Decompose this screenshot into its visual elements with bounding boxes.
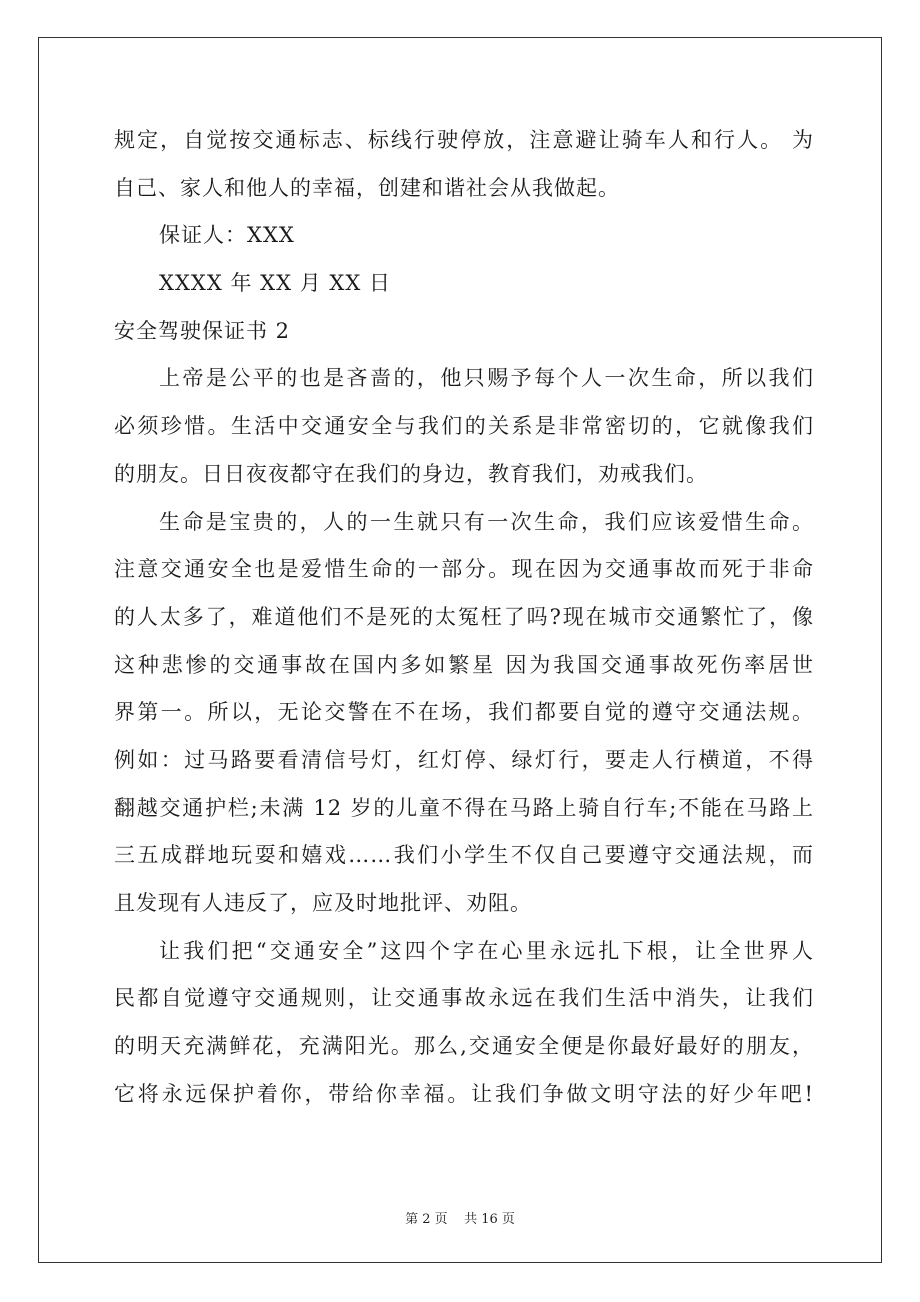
date-line: XXXX 年 XX 月 XX 日 — [159, 271, 391, 296]
text-line: 生命是宝贵的，人的一生就只有一次生命，我们应该爱惜生命。 — [159, 509, 814, 534]
text-line: 让我们把“交通安全”这四个字在心里永远扎下根，让全世界人 — [159, 938, 814, 963]
text-line: 的明天充满鲜花，充满阳光。那么,交通安全便是你最好最好的朋友， — [114, 1034, 814, 1059]
text-line: 自己、家人和他人的幸福，创建和谐社会从我做起。 — [114, 175, 620, 200]
text-line: 例如：过马路要看清信号灯，红灯停、绿灯行，要走人行横道，不得 — [114, 747, 814, 772]
text-line: 的朋友。日日夜夜都守在我们的身边，教育我们，劝戒我们。 — [114, 461, 708, 486]
text-line: 注意交通安全也是爱惜生命的一部分。现在因为交通事故而死于非命 — [114, 557, 814, 582]
page-number: 第 2 页 共 16 页 — [405, 1212, 515, 1227]
text-line: 它将永远保护着你，带给你幸福。让我们争做文明守法的好少年吧! — [114, 1081, 814, 1106]
text-line: 规定，自觉按交通标志、标线行驶停放，注意避让骑车人和行人。 为 — [114, 128, 814, 152]
text-line: 的人太多了，难道他们不是死的太冤枉了吗?现在城市交通繁忙了，像 — [114, 604, 814, 629]
text-line: 且发现有人违反了，应及时地批评、劝阻。 — [114, 891, 532, 915]
text-line: 界第一。所以，无论交警在不在场，我们都要自觉的遵守交通法规。 — [114, 700, 814, 725]
text-line: 民都自觉遵守交通规则，让交通事故永远在我们生活中消失，让我们 — [114, 986, 814, 1011]
section-title: 安全驾驶保证书 2 — [114, 318, 291, 343]
text-line: 必须珍惜。生活中交通安全与我们的关系是非常密切的，它就像我们 — [114, 414, 814, 439]
text-line: 三五成群地玩耍和嬉戏……我们小学生不仅自己要遵守交通法规，而 — [114, 843, 814, 868]
text-line: 翻越交通护栏;未满 12 岁的儿童不得在马路上骑自行车;不能在马路上 — [114, 795, 814, 820]
guarantor-line: 保证人：XXX — [159, 223, 295, 248]
text-line: 上帝是公平的也是吝啬的，他只赐予每个人一次生命，所以我们 — [159, 366, 814, 391]
text-line: 这种悲惨的交通事故在国内多如繁星 因为我国交通事故死伤率居世 — [114, 652, 814, 677]
document-body — [114, 117, 814, 1118]
